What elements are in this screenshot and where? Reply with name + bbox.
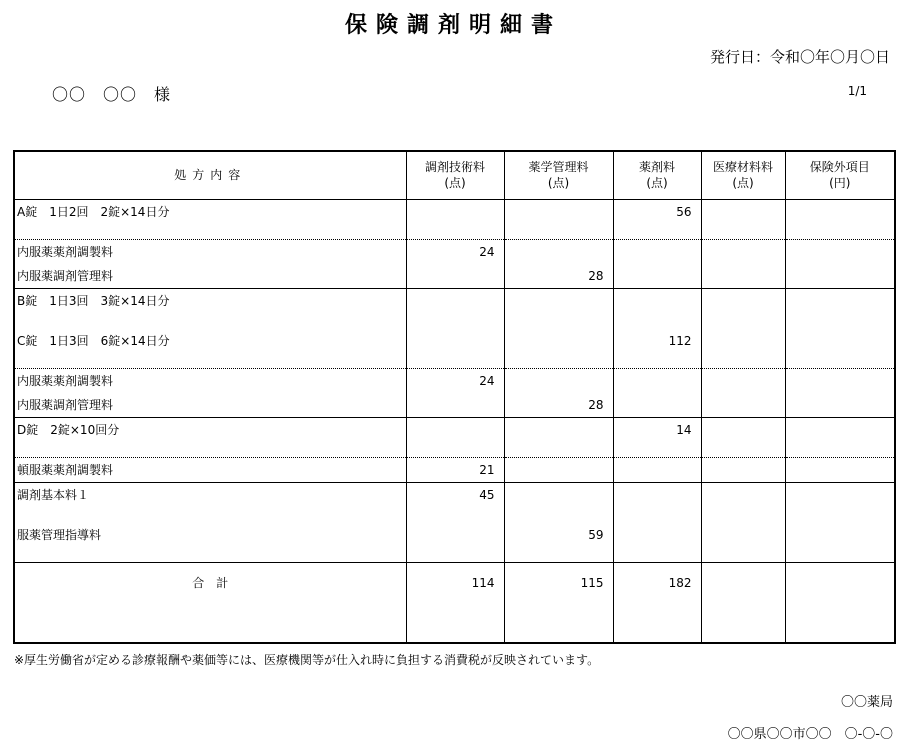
page-number: 1/1 — [847, 84, 867, 98]
uncovered-cell — [786, 240, 886, 264]
table-row — [14, 482, 895, 562]
uncovered-cell — [786, 483, 886, 507]
drug-fee-cell — [614, 369, 692, 393]
drug-fee-cell: 112 — [668, 333, 692, 348]
mgmt-fee-cell — [505, 200, 604, 224]
tech-fee-cell — [407, 264, 495, 288]
item-label: A錠 1日2回 2錠×14日分 — [17, 204, 170, 219]
item-label: B錠 1日3回 3錠×14日分 — [17, 293, 170, 308]
tech-fee-cell: 24 — [479, 244, 495, 259]
tech-fee-cell: 21 — [479, 462, 495, 477]
uncovered-cell — [786, 264, 886, 288]
tech-fee-cell — [407, 200, 495, 224]
drug-fee-cell — [614, 240, 692, 264]
item-label: 服薬管理指導料 — [17, 527, 102, 542]
issue-date: 発行日：令和〇年〇月〇日 — [709, 48, 890, 66]
header-material-fee: 医療材料料 (点) — [701, 151, 785, 199]
item-label: C錠 1日3回 6錠×14日分 — [17, 333, 170, 348]
mgmt-fee-cell — [505, 289, 604, 313]
material-fee-cell — [702, 418, 776, 442]
drug-fee-cell — [614, 523, 692, 547]
material-fee-cell — [702, 240, 776, 264]
tech-fee-cell — [407, 393, 495, 417]
header-drug-fee: 薬剤料 (点) — [613, 151, 701, 199]
mgmt-fee-cell — [505, 418, 604, 442]
uncovered-cell — [786, 329, 886, 353]
mgmt-fee-cell — [505, 483, 604, 507]
drug-fee-cell — [614, 458, 692, 482]
tech-fee-cell: 45 — [479, 487, 495, 502]
header-uncovered: 保険外項目 (円) — [785, 151, 895, 199]
material-fee-cell — [702, 523, 776, 547]
uncovered-cell — [786, 458, 886, 482]
material-fee-cell — [702, 393, 776, 417]
document-title: 保険調剤明細書 — [344, 13, 562, 38]
uncovered-cell — [786, 523, 886, 547]
total-uncovered — [786, 571, 886, 595]
uncovered-cell — [786, 200, 886, 224]
header-tech-fee: 調剤技術料 (点) — [406, 151, 504, 199]
tax-note: ※厚生労働省が定める診療報酬や薬価等には、医療機関等が仕入れ時に負担する消費税が反映されています。 — [14, 653, 600, 667]
mgmt-fee-cell — [505, 458, 604, 482]
table-row — [14, 417, 895, 457]
material-fee-cell — [702, 289, 776, 313]
item-label: 内服薬薬剤調製料 — [17, 373, 114, 388]
total-material-fee — [702, 571, 776, 595]
drug-fee-cell — [614, 264, 692, 288]
item-label: 調剤基本料１ — [17, 487, 90, 502]
drug-fee-cell — [614, 483, 692, 507]
table-row — [14, 199, 895, 239]
header-mgmt-fee: 薬学管理料 (点) — [504, 151, 613, 199]
total-tech-fee: 114 — [471, 575, 495, 590]
total-mgmt-fee: 115 — [580, 575, 604, 590]
table-header-row — [14, 151, 895, 199]
tech-fee-cell — [407, 329, 495, 353]
drug-fee-cell — [614, 393, 692, 417]
item-label: 内服薬調剤管理料 — [17, 268, 114, 283]
pharmacy-name: 〇〇薬局 — [840, 695, 893, 710]
mgmt-fee-cell: 28 — [588, 268, 604, 283]
item-label: 頓服薬薬剤調製料 — [17, 462, 114, 477]
material-fee-cell — [702, 458, 776, 482]
tech-fee-cell: 24 — [479, 373, 495, 388]
mgmt-fee-cell: 28 — [588, 397, 604, 412]
total-row — [14, 562, 895, 643]
material-fee-cell — [702, 329, 776, 353]
mgmt-fee-cell — [505, 329, 604, 353]
total-label: 合 計 — [192, 575, 229, 590]
table-row — [14, 288, 895, 368]
drug-fee-cell: 56 — [676, 204, 692, 219]
header-item: 処方内容 — [14, 151, 406, 199]
table-row — [14, 368, 895, 417]
patient-name: 〇〇 〇〇 様 — [52, 85, 172, 104]
uncovered-cell — [786, 369, 886, 393]
material-fee-cell — [702, 200, 776, 224]
table-row — [14, 457, 895, 482]
drug-fee-cell: 14 — [676, 422, 692, 437]
material-fee-cell — [702, 369, 776, 393]
item-label: 内服薬調剤管理料 — [17, 397, 114, 412]
mgmt-fee-cell — [505, 240, 604, 264]
item-label: 内服薬薬剤調製料 — [17, 244, 114, 259]
item-label: D錠 2錠×10回分 — [17, 422, 120, 437]
pharmacy-address: 〇〇県〇〇市〇〇 〇-〇-〇 — [727, 727, 893, 742]
material-fee-cell — [702, 264, 776, 288]
prescription-statement-table — [13, 150, 896, 644]
tech-fee-cell — [407, 523, 495, 547]
uncovered-cell — [786, 418, 886, 442]
mgmt-fee-cell: 59 — [588, 527, 604, 542]
drug-fee-cell — [614, 289, 692, 313]
uncovered-cell — [786, 393, 886, 417]
uncovered-cell — [786, 289, 886, 313]
table-row — [14, 239, 895, 288]
tech-fee-cell — [407, 289, 495, 313]
tech-fee-cell — [407, 418, 495, 442]
material-fee-cell — [702, 483, 776, 507]
total-drug-fee: 182 — [668, 575, 692, 590]
mgmt-fee-cell — [505, 369, 604, 393]
